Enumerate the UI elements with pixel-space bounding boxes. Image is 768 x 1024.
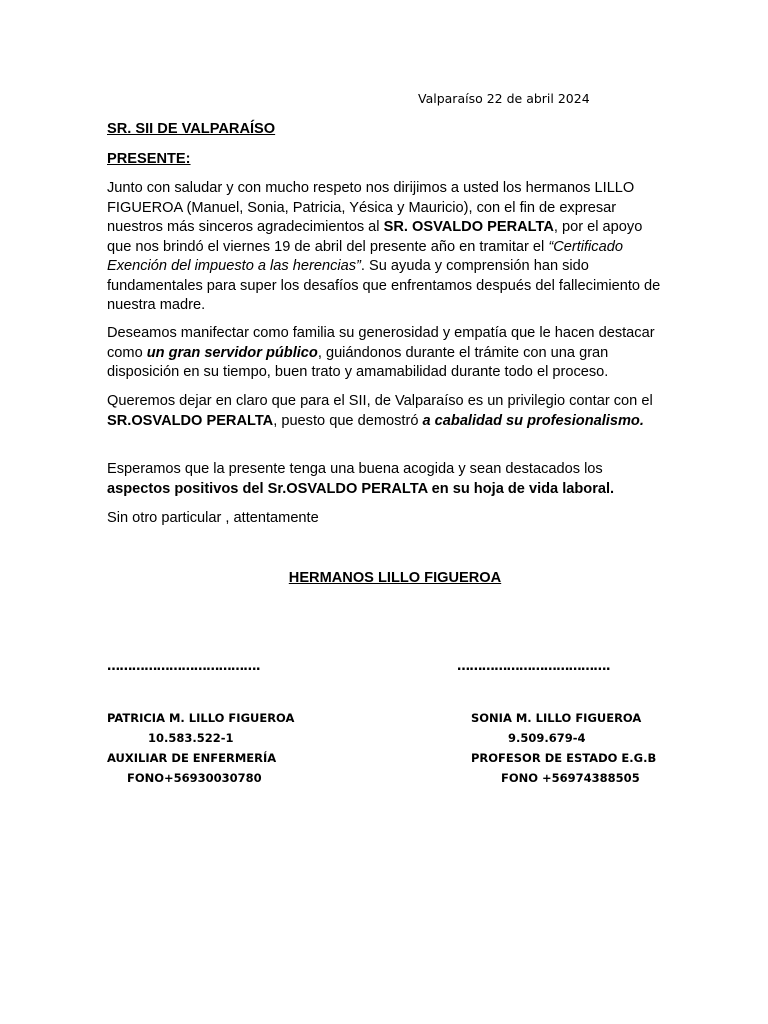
paragraph-1-certificate-italic: “Certificado Exención del impuesto a las herencias”: [107, 238, 623, 274]
signatory-block-right: [471, 708, 656, 788]
signature-line-right: ……………………………….: [457, 659, 611, 674]
signatory-phone: FONO +56974388505: [501, 771, 640, 785]
paragraph-3-emphasis: a cabalidad su profesionalismo.: [422, 412, 644, 429]
signatory-id: 9.509.679-4: [508, 731, 586, 745]
paragraph-1-name-bold: SR. OSVALDO PERALTA: [383, 219, 554, 235]
signatory-title: AUXILIAR DE ENFERMERÍA: [107, 751, 277, 765]
signatory-id: 10.583.522-1: [148, 731, 234, 745]
paragraph-3: [107, 392, 667, 431]
paragraph-2-emphasis: un gran servidor público: [146, 344, 318, 361]
paragraph-4: [107, 460, 667, 499]
paragraph-1: [107, 179, 667, 316]
paragraph-3-text-a: Queremos dejar en claro que para el SII, de Valparaíso es un privilegio contar con el: [107, 393, 653, 409]
paragraph-4-bold: aspectos positivos del Sr.OSVALDO PERALTA en su hoja de vida laboral.: [107, 480, 615, 497]
greeting-heading: PRESENTE:: [107, 151, 191, 167]
closing-line: Sin otro particular , attentamente: [107, 510, 319, 526]
signoff-heading: HERMANOS LILLO FIGUEROA: [288, 570, 502, 586]
paragraph-1-text-c: . Su ayuda y comprensión han sido fundamentales para super los desafíos que enfrentamos después del fallecimiento de nuestra madre.: [107, 258, 661, 313]
signatory-title: PROFESOR DE ESTADO E.G.B: [471, 751, 657, 765]
date-line: Valparaíso 22 de abril 2024: [418, 91, 590, 106]
paragraph-3-name-bold: SR.OSVALDO PERALTA: [107, 412, 274, 429]
paragraph-2-text-a: Deseamos manifectar como familia su generosidad y empatía que le hacen destacar como: [107, 325, 655, 361]
recipient-heading: SR. SII DE VALPARAÍSO: [107, 121, 276, 137]
paragraph-1-text-b: , por el apoyo que nos brindó el viernes 19 de abril del presente año en tramitar el: [107, 219, 643, 255]
signatory-name: PATRICIA M. LILLO FIGUEROA: [107, 711, 295, 725]
signatory-block-left: [107, 708, 294, 788]
paragraph-3-text-b: , puesto que demostró: [273, 412, 423, 429]
signatory-name: SONIA M. LILLO FIGUEROA: [471, 711, 642, 725]
paragraph-2-text-b: , guiándonos durante el trámite con una gran disposición en su tiempo, buen trato y amamabilidad durante todo el proceso.: [107, 344, 609, 380]
paragraph-2: [107, 324, 667, 383]
signatory-phone: FONO+56930030780: [127, 771, 262, 785]
signature-line-left: ……………………………….: [107, 659, 261, 674]
paragraph-4-text-a: Esperamos que la presente tenga una buena acogida y sean destacados los: [107, 461, 603, 477]
paragraph-1-text-a: Junto con saludar y con mucho respeto nos dirijimos a usted los hermanos LILLO FIGUEROA (Manuel, Sonia, Patricia, Yésica y Mauricio), con el fin de expresar nuestros más sinceros agradecimientos al: [107, 180, 635, 235]
